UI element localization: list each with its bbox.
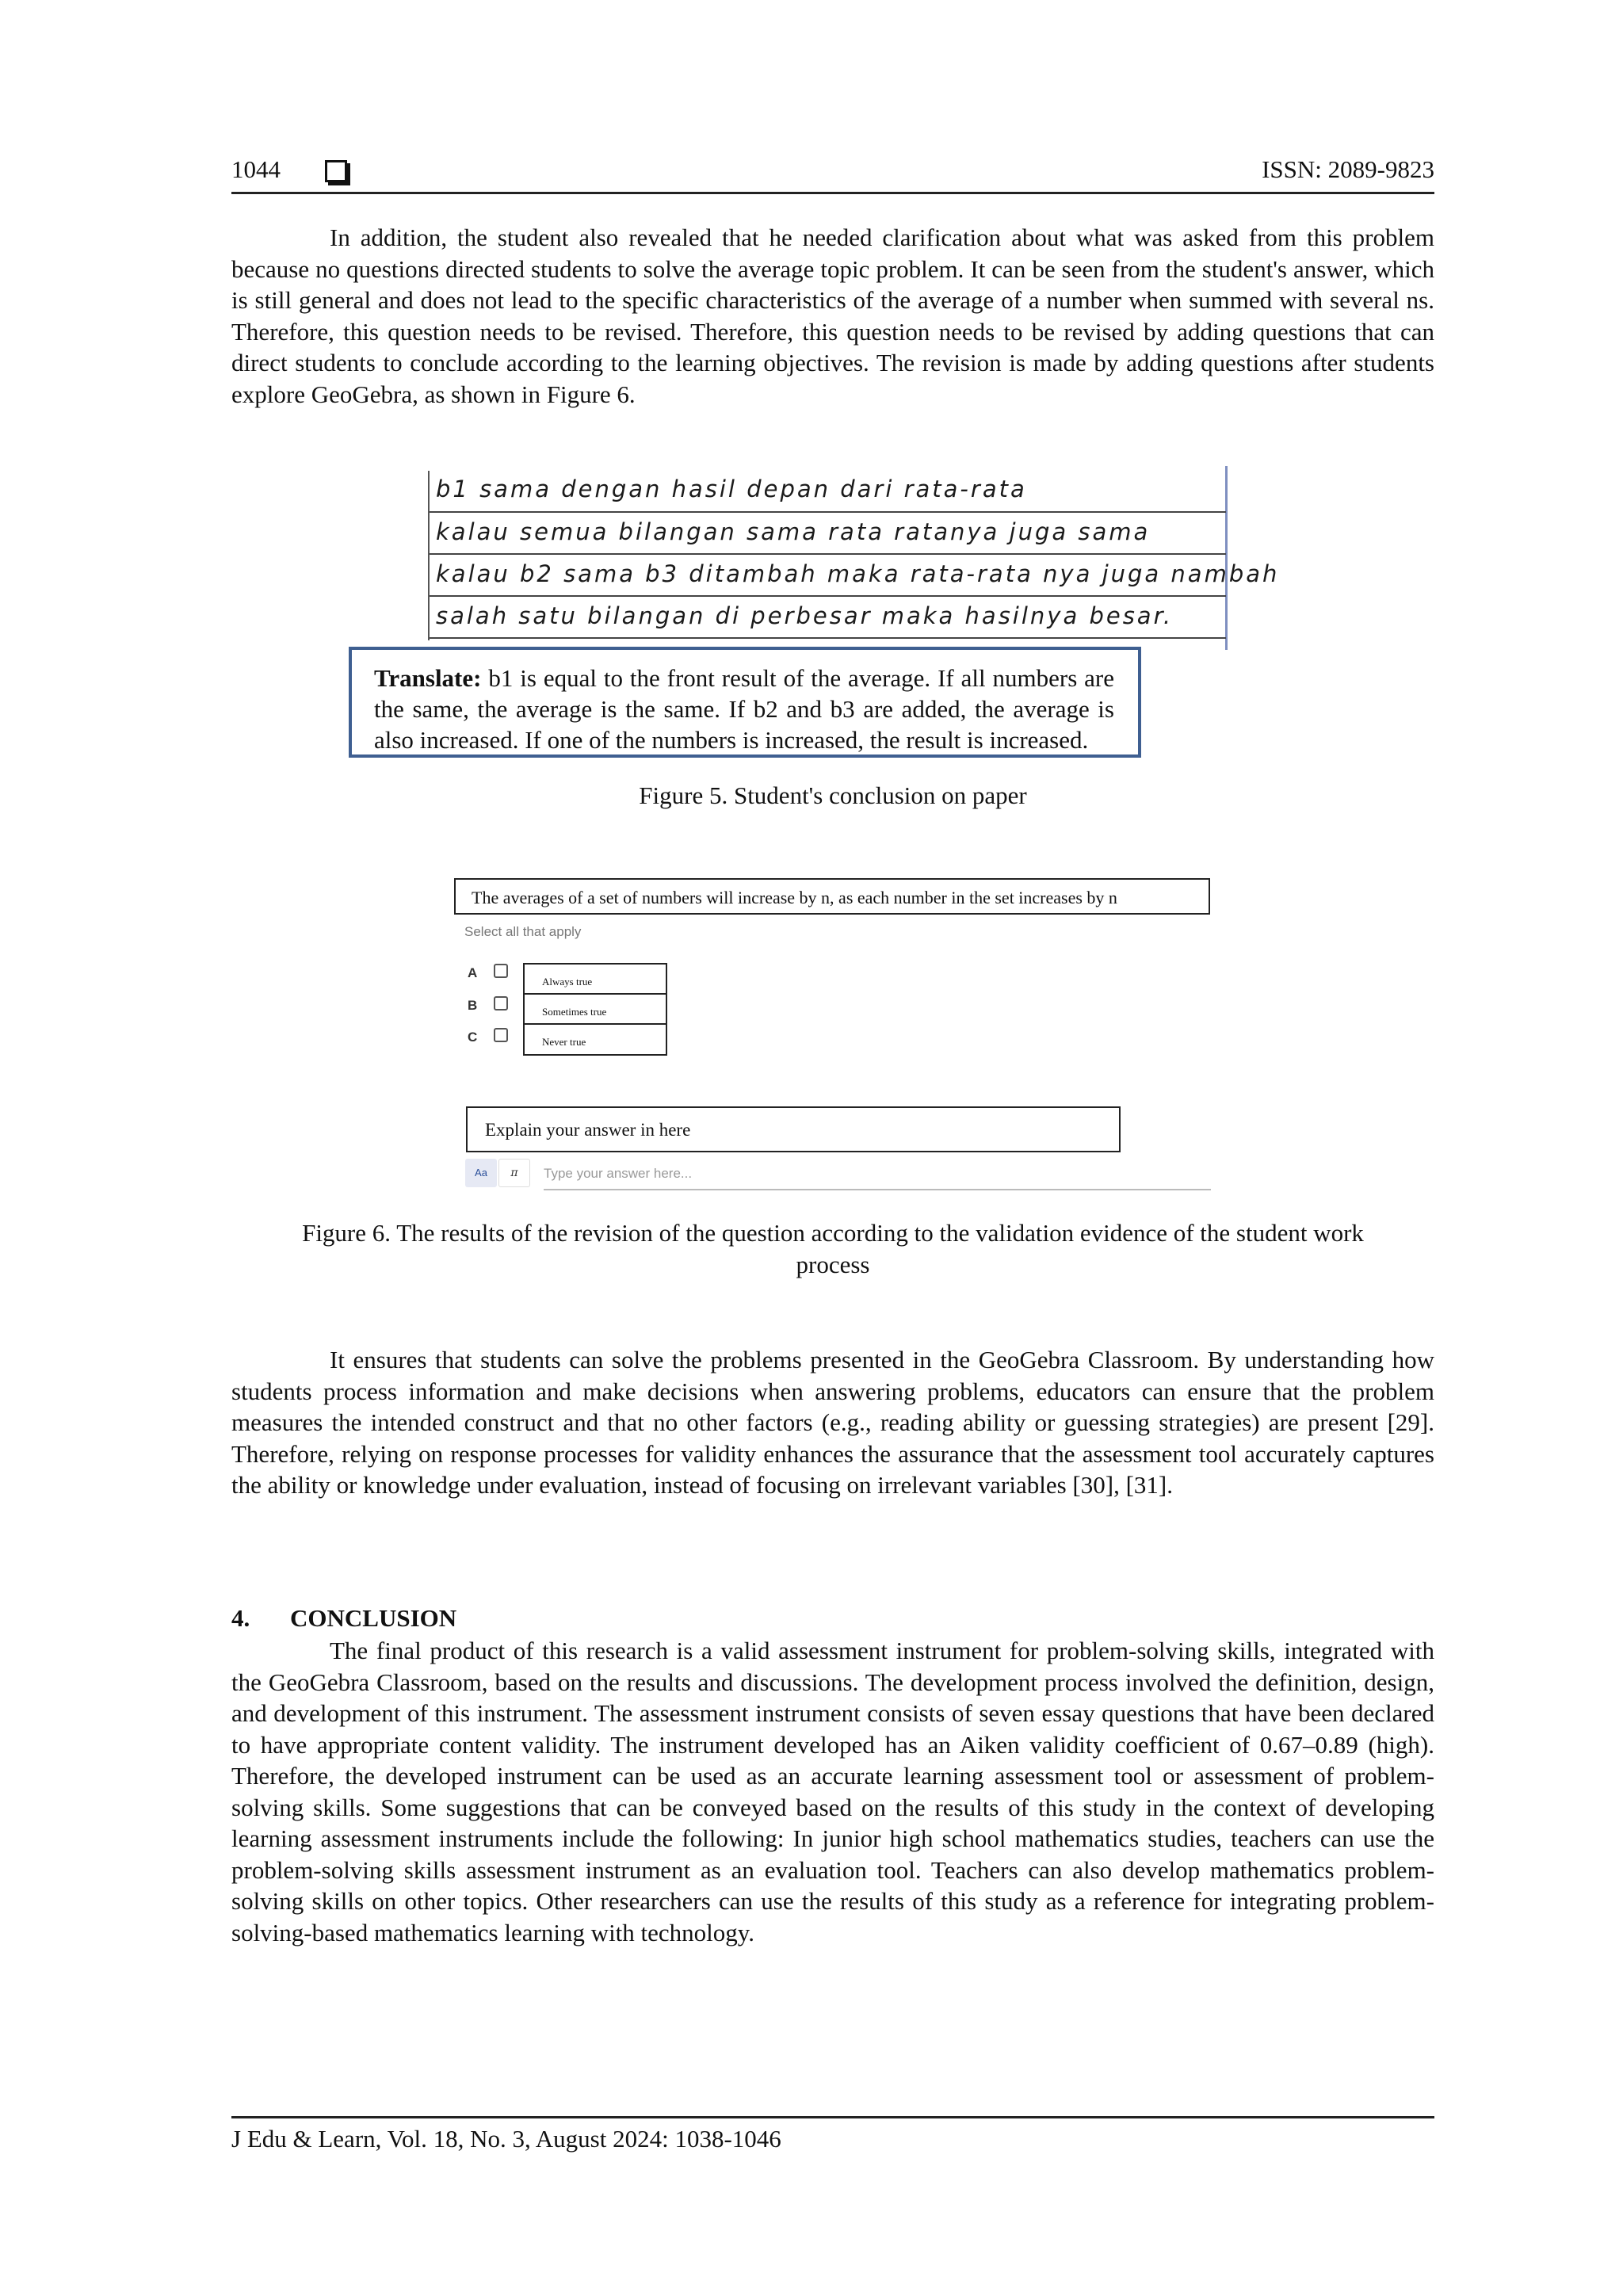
ruled-line — [430, 553, 1226, 555]
option-letter-b: B — [468, 998, 478, 1013]
option-a-checkbox[interactable] — [494, 964, 508, 978]
handwritten-answer-image — [425, 466, 1280, 650]
hw-line-3: kalau b2 sama b3 ditambah maka rata-rata nya juga nambah — [436, 560, 1280, 587]
ruled-line — [430, 637, 1226, 639]
translate-label: Translate: — [374, 664, 482, 692]
section-title: CONCLUSION — [290, 1604, 457, 1632]
figure-6-caption-line-1: Figure 6. The results of the revision of the question according to the validation evidence of the student work — [302, 1219, 1364, 1247]
explain-prompt: Explain your answer in here — [466, 1106, 1121, 1152]
translate-text: b1 is equal to the front result of the average. If all numbers are the same, the average is the same. If b2 and b3 are added, the average is also increased. If one of the numbers is increased, the result is increased. — [374, 664, 1114, 754]
hw-line-1: b1 sama dengan hasil depan dari rata-rata — [436, 476, 1027, 502]
figure-5-caption: Figure 5. Student's conclusion on paper — [639, 781, 1027, 809]
option-b-checkbox[interactable] — [494, 996, 508, 1010]
hw-line-2: kalau semua bilangan sama rata ratanya juga sama — [436, 518, 1151, 545]
option-letter-c: C — [468, 1030, 478, 1045]
issn-label: ISSN: 2089-9823 — [1262, 155, 1434, 183]
figure-6-caption-line-2: process — [796, 1251, 870, 1278]
figure-6-caption — [231, 1217, 1434, 1281]
ruled-line — [430, 511, 1226, 513]
square-bullet-icon — [325, 160, 347, 182]
option-labels — [523, 963, 667, 1056]
math-mode-button[interactable]: π — [498, 1159, 530, 1187]
section-number: 4. — [231, 1604, 250, 1632]
option-c-checkbox[interactable] — [494, 1028, 508, 1042]
option-c-label[interactable]: Never true — [542, 1036, 586, 1048]
translation-box — [349, 647, 1141, 758]
page-footer: J Edu & Learn, Vol. 18, No. 3, August 2024: 1038-1046 — [231, 2116, 1434, 2153]
ruled-line — [430, 595, 1226, 597]
body-paragraph-1: In addition, the student also revealed that he needed clarification about what was asked from this problem because no questions directed students to solve the average topic problem. It can be seen from the student's answer, which is still general and does not lead to the specific characteristics of the average of a number when summed with several ns. Therefore, this question needs to be revised. Therefore, this question needs to be revised by adding questions that can direct students to conclude according to the learning objectives. The revision is made by adding questions after students explore GeoGebra, as shown in Figure 6. — [231, 223, 1434, 408]
page-number: 1044 — [231, 155, 281, 183]
text-mode-button[interactable]: Aa — [465, 1159, 497, 1187]
answer-input[interactable] — [544, 1159, 1211, 1190]
select-hint: Select all that apply — [464, 924, 582, 939]
page-header — [231, 155, 1434, 194]
question-statement: The averages of a set of numbers will increase by n, as each number in the set increases by n — [454, 878, 1210, 915]
conclusion-paragraph: The final product of this research is a valid assessment instrument for problem-solving skills, integrated with the GeoGebra Classroom, based on the results and discussions. The development process involved the definition, design, and development of this instrument. The assessment instrument consists of seven essay questions that have been declared to have appropriate content validity. The instrument developed has an Aiken validity coefficient of 0.67–0.89 (high). Therefore, the developed instrument can be used as an accurate learning assessment tool or assessment of problem-solving skills. Some suggestions that can be conveyed based on the results of this study in the context of developing learning assessment instruments include the following: In junior high school mathematics studies, teachers can use the problem-solving skills assessment instrument as an evaluation tool. Teachers can also develop mathematics problem-solving skills on other topics. Other researchers can use the results of this study as a reference for integrating problem-solving-based mathematics learning with technology. — [231, 1637, 1434, 1946]
hw-margin-line — [428, 471, 430, 640]
option-letter-a: A — [468, 965, 478, 980]
hw-line-4: salah satu bilangan di perbesar maka hasilnya besar. — [436, 602, 1174, 629]
body-paragraph-2: It ensures that students can solve the problems presented in the GeoGebra Classroom. By understanding how students process information and make decisions when answering problems, educators can ensure that the problem measures the intended construct and that no other factors (e.g., reading ability or guessing strategies) are present [29]. Therefore, relying on response processes for validity enhances the assurance that the assessment tool accurately captures the ability or knowledge under evaluation, instead of focusing on irrelevant variables [30], [31]. — [231, 1346, 1434, 1499]
option-a-label[interactable]: Always true — [525, 965, 666, 995]
option-b-label[interactable]: Sometimes true — [525, 995, 666, 1025]
hw-scan-edge — [1225, 466, 1228, 650]
